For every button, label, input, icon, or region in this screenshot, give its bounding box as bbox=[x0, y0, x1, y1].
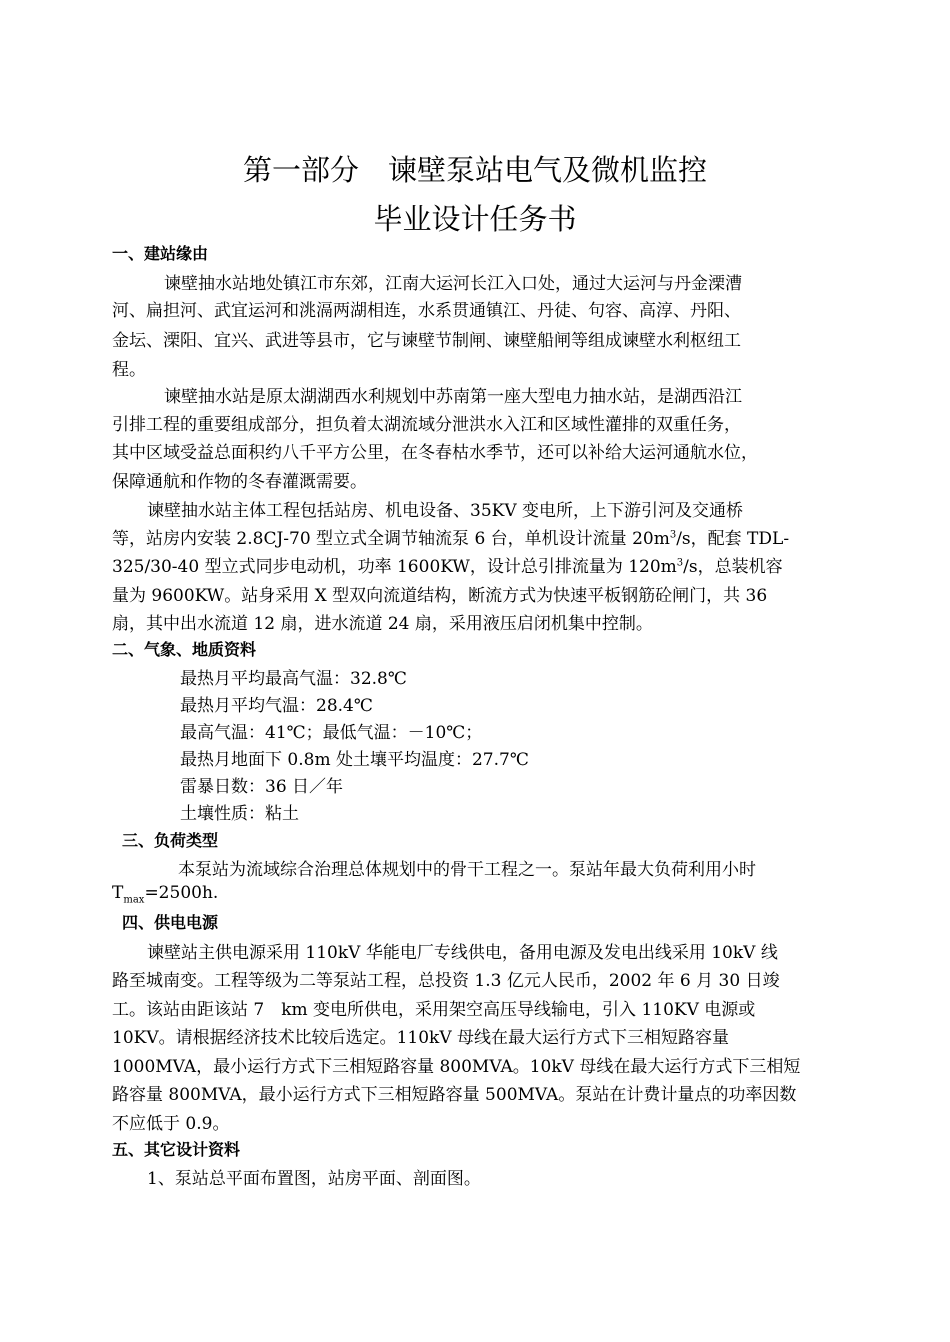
section-4-line-5: 1000MVA，最小运行方式下三相短路容量 800MVA。10kV 母线在最大运行方式下三相短 bbox=[112, 1057, 801, 1077]
section-4-line-1: 谏壁站主供电源采用 110kV 华能电厂专线供电，备用电源及发电出线采用 10kV 线 bbox=[147, 943, 778, 963]
t-max-value: =2500h. bbox=[144, 883, 219, 903]
section-4-line-4: 10KV。请根据经济技术比较后选定。110kV 母线在最大运行方式下三相短路容量 bbox=[112, 1028, 730, 1048]
section-1-paragraph-3-line-3 bbox=[112, 552, 783, 577]
climate-item: 土壤性质：粘土 bbox=[180, 804, 299, 824]
superscript-3: 3 bbox=[669, 529, 677, 541]
section-4-line-2: 路至城南变。工程等级为二等泵站工程，总投资 1.3 亿元人民币，2002 年 6 月 30 日竣 bbox=[112, 971, 780, 991]
section-1-paragraph-3-line-2 bbox=[112, 524, 789, 549]
section-1-paragraph-2-line-1: 谏壁抽水站是原太湖湖西水利规划中苏南第一座大型电力抽水站，是湖西沿江 bbox=[164, 387, 742, 407]
section-1-paragraph-2-line-4: 保障通航和作物的冬春灌溉需要。 bbox=[112, 472, 367, 492]
section-3-line-2 bbox=[112, 883, 219, 906]
climate-item: 最热月地面下 0.8m 处土壤平均温度：27.7℃ bbox=[180, 750, 529, 770]
section-1-heading: 一、建站缘由 bbox=[112, 244, 209, 263]
section-1-paragraph-2-line-2: 引排工程的重要组成部分，担负着太湖流域分泄洪水入江和区域性灌排的双重任务， bbox=[112, 415, 741, 435]
line-2-text-a: 等，站房内安装 2.8CJ-70 型立式全调节轴流泵 6 台，单机设计流量 20m bbox=[112, 529, 670, 549]
section-3-line-1: 本泵站为流域综合治理总体规划中的骨干工程之一。泵站年最大负荷利用小时 bbox=[178, 860, 756, 880]
section-1-paragraph-1-line-4: 程。 bbox=[112, 360, 146, 380]
line-3-text-a: 325/30-40 型立式同步电动机，功率 1600KW，设计总引排流量为 120m bbox=[112, 557, 677, 577]
subscript-max: max bbox=[123, 894, 145, 906]
section-4-line-3: 工。该站由距该站 7 km 变电所供电，采用架空高压导线输电，引入 110KV 电源或 bbox=[112, 1000, 756, 1020]
section-1-paragraph-2-line-3: 其中区域受益总面积约八千平方公里，在冬春枯水季节，还可以补给大运河通航水位， bbox=[112, 443, 758, 463]
section-3-heading: 三、负荷类型 bbox=[122, 831, 219, 850]
superscript-3: 3 bbox=[676, 557, 684, 569]
t-symbol: T bbox=[112, 883, 124, 903]
section-2-heading: 二、气象、地质资料 bbox=[112, 640, 257, 659]
climate-item: 最高气温：41℃；最低气温：－10℃； bbox=[180, 723, 483, 743]
climate-item: 最热月平均最高气温：32.8℃ bbox=[180, 669, 407, 689]
section-4-line-6: 路容量 800MVA，最小运行方式下三相短路容量 500MVA。泵站在计费计量点的功率因数 bbox=[112, 1085, 797, 1105]
section-1-paragraph-3-line-4: 量为 9600KW。站身采用 X 型双向流道结构，断流方式为快速平板钢筋砼闸门，共 36 bbox=[112, 586, 768, 606]
section-1-paragraph-1-line-3: 金坛、溧阳、宜兴、武进等县市，它与谏壁节制闸、谏壁船闸等组成谏壁水利枢纽工 bbox=[112, 331, 741, 351]
line-3-text-b: /s，总装机容 bbox=[683, 557, 783, 577]
section-1-paragraph-3-line-5: 扇，其中出水流道 12 扇，进水流道 24 扇，采用液压启闭机集中控制。 bbox=[112, 614, 653, 634]
section-1-paragraph-1-line-2: 河、扁担河、武宜运河和洮滆两湖相连，水系贯通镇江、丹徒、句容、高淳、丹阳、 bbox=[112, 301, 741, 321]
section-4-line-7: 不应低于 0.9。 bbox=[112, 1114, 230, 1134]
climate-item: 最热月平均气温：28.4℃ bbox=[180, 696, 373, 716]
section-5-heading: 五、其它设计资料 bbox=[112, 1140, 241, 1159]
line-2-text-b: /s，配套 TDL- bbox=[676, 529, 790, 549]
climate-item: 雷暴日数：36 日／年 bbox=[180, 777, 344, 797]
section-1-paragraph-3-line-1: 谏壁抽水站主体工程包括站房、机电设备、35KV 变电所，上下游引河及交通桥 bbox=[147, 501, 744, 521]
section-4-heading: 四、供电电源 bbox=[122, 913, 219, 932]
document-title-line-1: 第一部分 谏壁泵站电气及微机监控 bbox=[242, 153, 707, 187]
section-5-item-1: 1、泵站总平面布置图，站房平面、剖面图。 bbox=[147, 1169, 481, 1189]
document-title-line-2: 毕业设计任务书 bbox=[373, 202, 577, 236]
section-1-paragraph-1-line-1: 谏壁抽水站地处镇江市东郊，江南大运河长江入口处，通过大运河与丹金溧漕 bbox=[164, 274, 742, 294]
